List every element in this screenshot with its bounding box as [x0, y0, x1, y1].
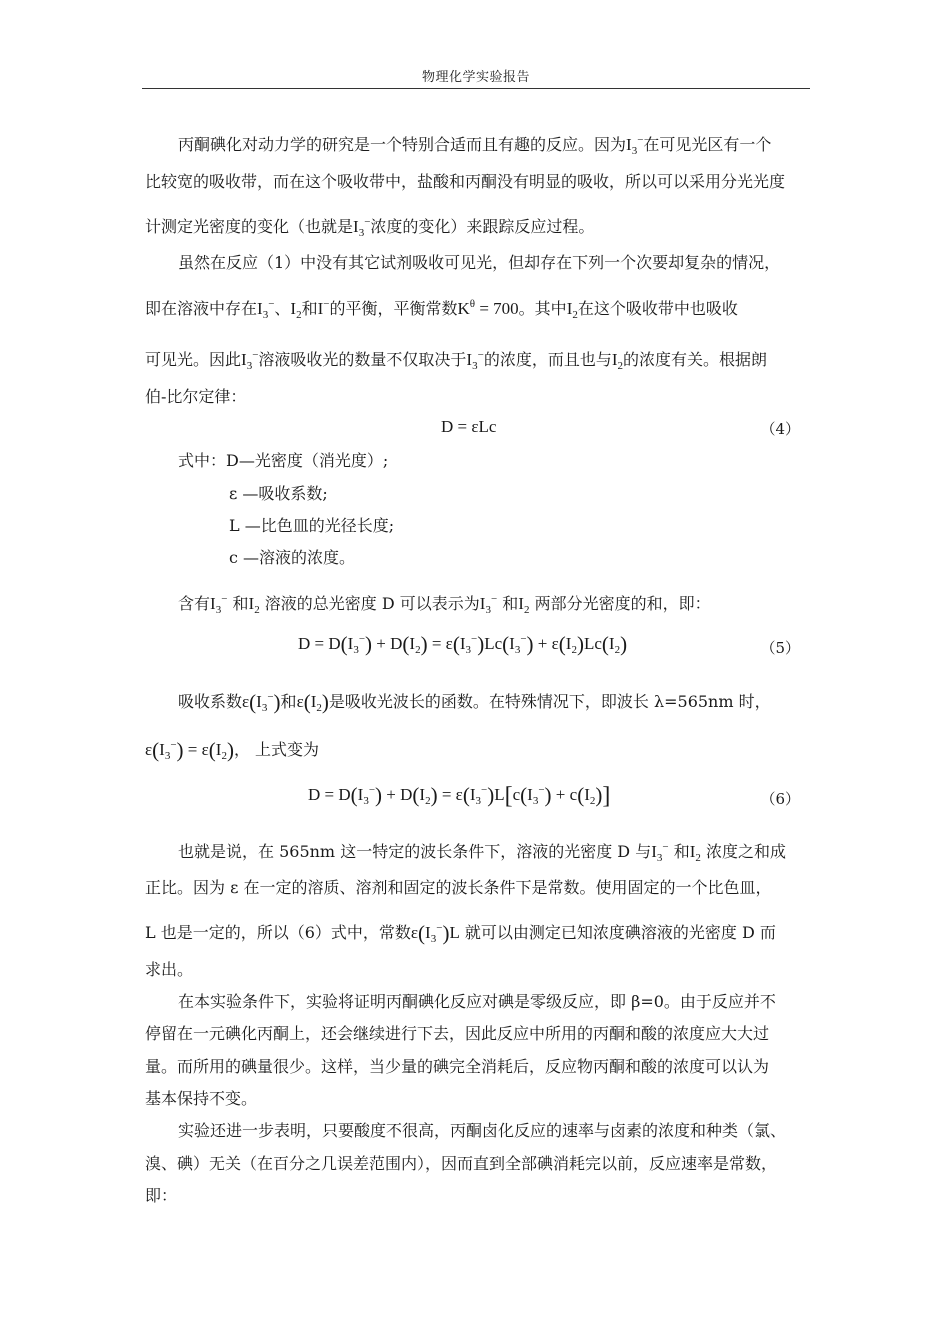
epsilon-equality: $\varepsilon(I_3^-) = \varepsilon(I_2)$ [145, 738, 234, 762]
i2-molecule: $I_2$ [290, 299, 302, 321]
epsilon-i2: $\varepsilon(I_2)$ [296, 690, 329, 714]
i3-ion: $I_3^-$ [626, 134, 644, 157]
para7-line1: 实验还进一步表明，只要酸度不很高，丙酮卤化反应的速率与卤素的浓度和种类（氯、 [178, 1121, 787, 1140]
para2-line2: 即在溶液中存在$I_3^-$、$I_2$和I−的平衡，平衡常数$K^\theta = 700$。其中$I_2$在这个吸收带中也吸收 [145, 298, 738, 321]
equation-6: $D = D(I_3^-) + D(I_2) = \varepsilon(I_3^-)L[c(I_3^-) + c(I_2)]$ [308, 783, 611, 809]
definition-epsilon: ε —吸收系数; [229, 484, 328, 503]
para6-line3: 量。而所用的碘量很少。这样，当少量的碘完全消耗后，反应物丙酮和酸的浓度可以认为 [145, 1057, 770, 1076]
equation-5: $D = D(I_3^-) + D(I_2) = \varepsilon(I_3^-)Lc(I_3^-) + \varepsilon(I_2)Lc(I_2)$ [298, 632, 628, 656]
para1-line1: 丙酮碘化对动力学的研究是一个特别合适而且有趣的反应。因为$I_3^-$在可见光区有一个 [178, 130, 808, 161]
header-rule [142, 88, 810, 89]
i2-molecule: $I_2$ [689, 842, 701, 864]
i3-ion: $I_3^-$ [479, 593, 498, 616]
i2-molecule: $I_2$ [566, 299, 578, 321]
i3-ion: $I_3^-$ [466, 349, 484, 372]
para3-line: 含有$I_3^-$ 和$I_2$ 溶液的总光密度 D 可以表示为$I_3^-$ 和$I_2$ 两部分光密度的和，即： [178, 593, 711, 616]
para6-line4: 基本保持不变。 [145, 1089, 258, 1108]
iodide-ion: I− [317, 298, 330, 318]
epsilon-i3: $\varepsilon(I_3^-)$ [242, 690, 281, 714]
para5-line3: L 也是一定的，所以（6）式中，常数$\varepsilon(I_3^-)L$ 就可以由测定已知浓度碘溶液的光密度 D 而 [145, 921, 776, 945]
i3-ion: $I_3^-$ [257, 298, 275, 321]
i3-ion: $I_3^-$ [210, 593, 228, 616]
para6-line2: 停留在一元碘化丙酮上，还会继续进行下去，因此反应中所用的丙酮和酸的浓度应大大过 [145, 1024, 770, 1043]
para5-line4: 求出。 [145, 960, 194, 979]
equilibrium-constant: $K^\theta = 700$ [457, 298, 519, 318]
para1-line3: 计测定光密度的变化（也就是$I_3^-$浓度的变化）来跟踪反应过程。 [145, 216, 595, 239]
para4-line1: 吸收系数$\varepsilon(I_3^-)$和$\varepsilon(I_2)$是吸收光波长的函数。在特殊情况下，即波长 λ=565nm 时， [178, 690, 771, 714]
epsilon-i3-l: $\varepsilon(I_3^-)L$ [410, 921, 460, 945]
equation-4-number: （4） [760, 420, 800, 438]
i3-ion: $I_3^-$ [353, 216, 371, 239]
i3-ion: $I_3^-$ [651, 841, 669, 864]
para1-line2: 比较宽的吸收带，而在这个吸收带中，盐酸和丙酮没有明显的吸收，所以可以采用分光光度 [145, 172, 786, 191]
definition-c: c —溶液的浓度。 [229, 548, 356, 567]
para7-line2: 溴、碘）无关（在百分之几误差范围内），因而直到全部碘消耗完以前，反应速率是常数， [145, 1154, 778, 1173]
para5-line1: 也就是说，在 565nm 这一特定的波长条件下，溶液的光密度 D 与$I_3^-$ 和$I_2$ 浓度之和成 [178, 841, 786, 864]
para2-line1: 虽然在反应（1）中没有其它试剂吸收可见光，但却存在下列一个次要却复杂的情况， [178, 253, 781, 272]
para5-line2: 正比。因为 ε 在一定的溶质、溶剂和固定的波长条件下是常数。使用固定的一个比色皿， [145, 878, 772, 897]
definition-l: L —比色皿的光径长度; [229, 516, 395, 535]
i3-ion: $I_3^-$ [241, 349, 259, 372]
para2-line3: 可见光。因此$I_3^-$溶液吸收光的数量不仅取决于$I_3^-$的浓度，而且也与$I_2$的浓度有关。根据朗 [145, 349, 768, 372]
para4-line2: $\varepsilon(I_3^-) = \varepsilon(I_2)$， 上式变为 [145, 738, 320, 762]
equation-4: D = εLc [441, 417, 497, 436]
equation-6-number: （6） [760, 790, 800, 808]
para6-line1: 在本实验条件下，实验将证明丙酮碘化反应对碘是零级反应，即 β=0。由于反应并不 [178, 992, 776, 1011]
page-header-title: 物理化学实验报告 [421, 70, 530, 85]
i2-molecule: $I_2$ [248, 594, 260, 616]
i2-molecule: $I_2$ [518, 594, 530, 616]
para2-line4: 伯-比尔定律： [145, 387, 247, 406]
para7-line3: 即： [145, 1186, 178, 1205]
i2-molecule: $I_2$ [611, 350, 623, 372]
equation-5-number: （5） [760, 639, 800, 657]
definition-intro: 式中：D—光密度（消光度）; [178, 451, 389, 470]
